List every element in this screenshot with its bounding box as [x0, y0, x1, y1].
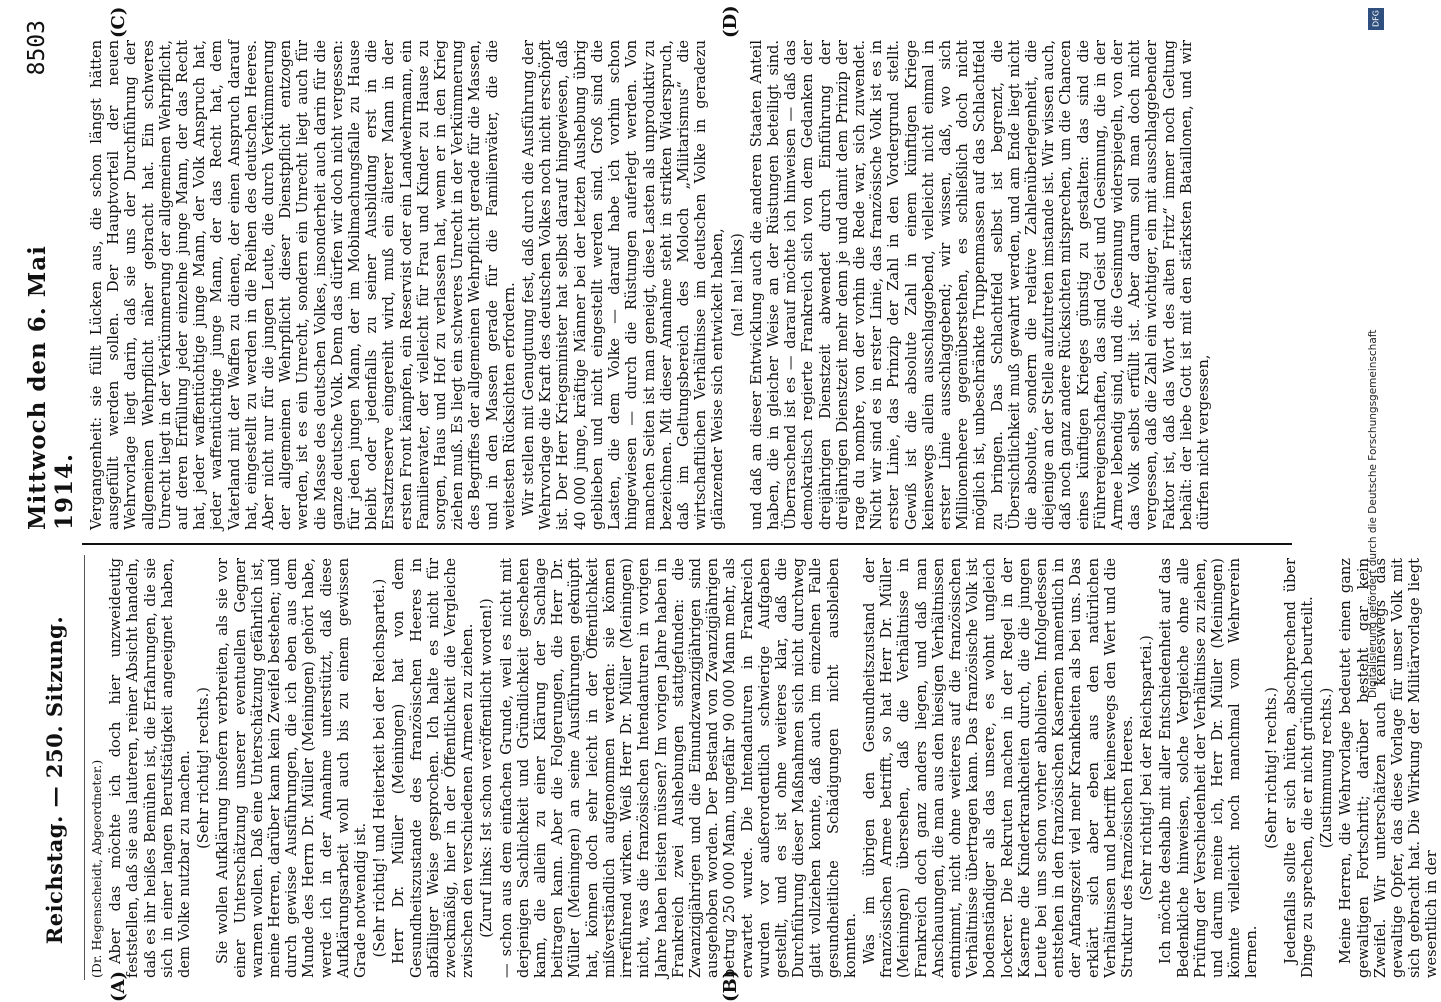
paragraph: Was im übrigen den Gesundheitszustand der französischen Armee betrifft, so hat Herr Dr. Müller (Meiningen) übersehen, daß die Verhältnisse in Frankreich doch ganz anders liegen, und daß man Anschauungen, die man aus den hiesigen Verhältnissen entnimmt, nicht ohne weiteres auf die französischen Verhältnisse übertragen kann. Das französische Volk ist bodenständiger als das unsere, es wohnt ungleich lockerer. Die Rekruten machen in der Regel in der Kaserne die Kinderkrankheiten durch, die die jungen Leute bei uns schon vorher abholieren. Infolgedessen entstehen in den französischen Kasernen namentlich in der Anfangszeit viel mehr Krankheiten als bei uns. Das erklärt sich aber eben aus den natürlichen Verhältnissen und betrifft keineswegs den Wert und die Struktur des französischen Heeres. [860, 558, 1136, 978]
paragraph: Wir stellen mit Genugtuung fest, daß durch die Ausführung der Wehrvorlage die Kraft des deutschen Volkes noch nicht erschöpft ist. Der Herr Kriegsminister hat selbst darauf hingewiesen, daß 40 000 junge, kräftige Männer bei der letzten Aushebung übrig geblieben und nicht eingestellt werden sind. Groß sind die Lasten, die dem Volke — darauf habe ich vorhin schon hingewiesen — durch die Rüstungen auferlegt werden. Von manchen Seiten ist man geneigt, diese Lasten als unproduktiv zu bezeichnen. Mit dieser Annahme steht in strikten Widerspruch, daß im Geltungsbereich des Moloch „Militarismus“ die wirtschaftlichen Verhältnisse im deutschen Volke in geradezu glänzender Weise sich entwickelt haben, [520, 40, 727, 530]
margin-marker-a: (A) [108, 971, 129, 1002]
margin-marker-d: (D) [720, 5, 741, 38]
paragraph: und daß an dieser Entwicklung auch die anderen Staaten Anteil haben, die in gleicher Weise an der Rüstungen beteiligt sind. Überraschend ist es — darauf möchte ich hinweisen — daß das demokratisch regierte Frankreich sich von dem Gedanken der dreijährigen Dienstzeit abwendet durch Einführung der dreijährigen Dienstzeit mehr denn je und damit dem Prinzip der rage du nombre, von der vorhin die Rede war, sich zuwendet. Nicht wir sind es in erster Linie, das französische Volk ist es in erster Linie, das Prinzip der Zahl in den Vordergrund stellt. Gewiß ist die absolute Zahl in einem künftigen Kriege keineswegs allein ausschlaggebend, vielleicht nicht einmal in erster Linie ausschlaggebend; wir wissen, daß, wo sich Millionenheere gegenüberstehen, es schließlich doch nicht möglich ist, unbeschränkte Truppenmassen auf das Schlachtfeld zu bringen. Das Schlachtfeld selbst ist begrenzt, die Übersichtlichkeit muß gewahrt werden, und am Ende liegt nicht die absolute, sondern die relative Zahlenüberlegenheit, die diejenige an der Stelle aufzutreten imstande ist. Wir wissen auch, daß noch ganz andere Rücksichten mitsprechen, um die Chancen eines künftigen Krieges günstig zu gestalten: das sind die Führereigenschaften, das sind Geist und Gesinnung, die in der Armee lebendig sind, und die Gesinnung widerspiegeln, von der das Volk selbst erfüllt ist. Aber darum soll man doch nicht vergessen, daß die Zahl ein wichtiger, ein mit ausschlaggebender Faktor ist, daß das Wort des alten Fritz“ immer noch Geltung behält: der liebe Gott ist mit den stärksten Bataillonen, und wir dürfen nicht vergessen, [747, 40, 1212, 530]
interjection: (Zuruf links: Ist schon veröffentlicht worden!) [478, 598, 496, 938]
paragraph: — schon aus dem einfachen Grunde, weil es nicht mit derjenigen Sachlichkeit und Gründlichkeit geschehen kann, die allein zu einer Klärung der Sachlage beitragen kann. Aber die Folgerungen, die Herr Dr. Müller (Meiningen) an seine Ausführungen geknüpft hat, können doch sehr leicht in der Öffentlichkeit mißverständlich aufgenommen werden: sie können irreführend wirken. Weiß Herr Dr. Müller (Meiningen) nicht, was die französischen Intendanturen in vorigen Jahre haben leisten müssen? Im vorigen Jahre haben in Frankreich zwei Aushebungen stattgefunden: die Zwanzigjährigen und die Einundzwanzigjährigen sind ausgehoben worden. Der Bestand von Zwanzigjährigen betrug 250 000 Mann, ungefähr 90 000 Mann mehr, als erwartet wurde. Die Intendanturen in Frankreich wurden vor außerordentlich schwierige Aufgaben gestellt, und es ist ohne weiteres klar, daß die Durchführung dieser Maßnahmen sich nicht durchweg glatt vollziehen konnte, daß auch im einzelnen Falle gesundheitliche Schädigungen nicht ausbleiben konnten. [497, 558, 859, 978]
interjection: (na! na! links) [728, 233, 746, 337]
right-text-column [88, 40, 1293, 530]
paragraph: Meine Herren, die Wehrvorlage bedeutet einen ganz gewaltigen Fortschritt; darüber besteht gar kein Zweifel. Wir unterschätzen auch keineswegs das gewaltige Opfer, das diese Vorlage für unser Volk mit sich gebracht hat. Die Wirkung der Militärvorlage liegt wesentlich in der [1337, 558, 1441, 978]
left-text-column [88, 558, 1441, 978]
paragraph: Ich möchte deshalb mit aller Entschiedenheit auf das Bedenkliche hinweisen, solche Vergleiche ohne alle Prüfung der Verschiedenheit der Verhältnisse zu ziehen, und darum meine ich, Herr Dr. Müller (Meiningen) könnte vielleicht noch manchmal vom Wehrverein lernen. [1157, 558, 1261, 978]
paragraph: Aber das möchte ich doch hier unzweideutig feststellen, daß sie aus lauteren, reiner Absicht handeln, daß es ihr heißes Bemühen ist, die Erfahrungen, die sie sich in einer langen Berufstätigkeit angeeignet haben, dem Volke nutzbar zu machen. [107, 558, 194, 978]
paragraph: Jedenfalls sollte er sich hüten, abschprechend über Dinge zu sprechen, die er nicht gründlich beurteilt. [1281, 558, 1317, 978]
page-number: 8503 [24, 20, 50, 76]
dfg-logo: DFG [1368, 8, 1384, 30]
header-rule [84, 555, 85, 980]
margin-marker-b: (B) [720, 969, 741, 1002]
interjection: (Sehr richtig! und Heiterkeit bei der Reichspartei.) [371, 578, 389, 958]
digitization-credit: Digitalisierung gefördert durch die Deutsche Forschungsgemeinschaft [1367, 329, 1379, 699]
margin-marker-c: (C) [108, 6, 129, 38]
interjection: (Sehr richtig! rechts.) [1262, 687, 1280, 849]
paragraph: Vergangenheit: sie füllt Lücken aus, die schon längst hätten ausgefüllt werden sollen. Der Hauptvorteil der neuen Wehrvorlage liegt darin, daß sie uns der Durchführung der allgemeinen Wehrpflicht näher gebracht hat. Ein schweres Unrecht liegt in der Verkümmerung der allgemeinen Wehrpflicht, auf deren Erfüllung jeder einzelne junge Mann, der das Recht hat, jeder waffentüchtige junge Mann, der Volk Anspruch hat, jeder waffentüchtige junge Mann, der das Recht hat, dem Vaterland mit der Waffen zu dienen, der einen Anspruch darauf hat, eingestellt zu werden in die Reihen des deutschen Heeres. Aber nicht nur für die jungen Leute, die durch Verkümmerung der allgemeinen Wehrpflicht dieser Dienstpflicht entzogen werden, ist es ein Unrecht, sondern ein Unrecht liegt auch für die Masse des deutschen Volkes, insonderheit auch darin für die ganze deutsche Volk. Denn das dürfen wir doch nicht vergessen: für jeden jungen Mann, der im Mobilmachungsfalle zu Hause bleibt oder jedenfalls zu seiner Ausbildung erst in die Ersatzreserve eingereiht wird, muß ein älterer Mann in der ersten Front kämpfen, ein Reservist oder ein Landwehrmann, ein Familienvater, der vielleicht für Frau und Kinder zu Hause zu sorgen, Haus und Hof zu verlassen hat, wenn er in den Krieg ziehen muß. Es liegt ein schweres Unrecht in der Verkümmerung des Begriffes der allgemeinen Wehrpflicht gerade für die Massen, und in den Massen gerade für die Familienväter, die die weitesten Rücksichten erfordern. [88, 40, 518, 530]
column-divider [82, 543, 1292, 545]
paragraph: Sie wollen Aufklärung insofern verbreiten, als sie vor einer Unterschätzung unserer eventuellen Gegner warnen wollen. Daß eine Unterschätzung gefährlich ist, meine Herren, darüber kann kein Zweifel bestehen; und durch gewisse Ausführungen, die ich eben aus dem Munde des Herrn Dr. Müller (Meiningen) gehört habe, werde ich in der Annahme unterstützt, daß diese Aufklärungsarbeit wohl auch bis zu einem gewissen Grade notwendig ist. [214, 558, 370, 978]
header-right-title: Mittwoch den 6. Mai 1914. [24, 245, 78, 530]
interjection: (Zustimmung rechts.) [1318, 687, 1336, 849]
paragraph: Herr Dr. Müller (Meiningen) hat von dem Gesundheitszustande des französischen Heeres in abfälliger Weise gesprochen. Ich halte es nicht für zweckmäßig, hier in der Öffentlichkeit die Vergleiche zwischen den verschiedenen Armeen zu ziehen. [390, 558, 477, 978]
page-header [0, 0, 80, 1000]
interjection: (Sehr richtig! rechts.) [195, 687, 213, 849]
interjection: (Sehr richtig! bei der Reichspartei.) [1138, 635, 1156, 901]
header-left-title: Reichstag. — 250. Sitzung. [42, 615, 67, 945]
speaker-line: (Dr. Hegenscheidt, Abgeordneter.) [89, 759, 104, 978]
